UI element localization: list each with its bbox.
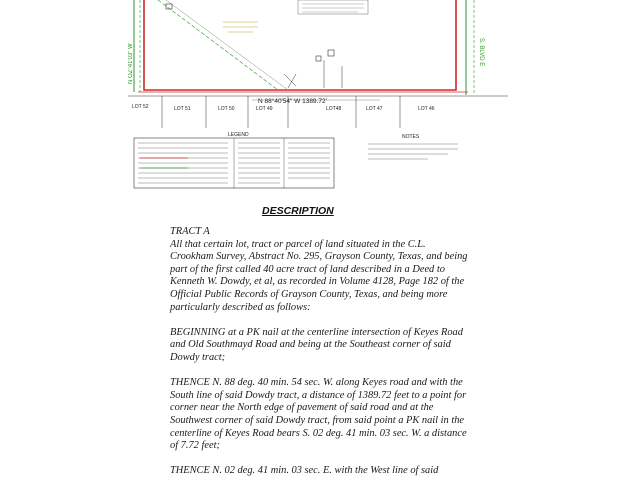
lot-label: LOT 46 [418,106,435,112]
description-body [170,226,470,490]
structure-symbol [316,56,321,61]
lot-label: LOT48 [326,106,342,112]
easement-line [166,0,288,90]
notes-title: NOTES [402,134,420,140]
plat-svg [128,0,508,190]
description-paragraph: THENCE N. 88 deg. 40 min. 54 sec. W. along Keyes road and with the South line of said Dowdy tract, a distance of 1389.72 feet to a point for corner near the North edge of pavement of said road and at the Southwest corner of said Dowdy tract, from said point a PK nail in the centerline of Keyes Road bears S. 02 deg. 41 min. 03 sec. W. a distance of 7.72 feet; [170,377,467,452]
legend-title: LEGEND [228,132,249,138]
right-road-label: S. BLVD E [478,38,484,67]
lot-label: LOT 50 [218,106,235,112]
tract-label: TRACT A [170,226,210,237]
lot-label: LOT 49 [256,106,273,112]
lot-label: LOT 47 [366,106,383,112]
lot-label: LOT 52 [132,104,149,110]
boundary-bearing: N 88°40'54" W 1389.72' [258,98,327,105]
description-paragraph: All that certain lot, tract or parcel of land situated in the C.L. Crookham Survey, Abstract No. 295, Grayson County, Texas, and being part of the first called 40 acre tract of land described in a Deed to Kenneth W. Dowdy, et al, as recorded in Volume 4128, Page 182 of the Official Public Records of Grayson County, Texas, and being more particularly described as follows: [170,238,468,313]
lot-label: LOT 51 [174,106,191,112]
tract-boundary [144,0,456,90]
structure-symbol [328,50,334,56]
left-road-label: N OZ°41'03" W [128,43,134,84]
description-paragraph: THENCE N. 02 deg. 41 min. 03 sec. E. with the West line of said [170,465,439,477]
plat-drawing [128,0,508,190]
description-paragraph: BEGINNING at a PK nail at the centerline intersection of Keyes Road and Old Southmayd Road and being at the Southeast corner of said Dowdy tract; [170,326,463,363]
easement-line [158,0,278,90]
description-heading: DESCRIPTION [262,205,334,217]
